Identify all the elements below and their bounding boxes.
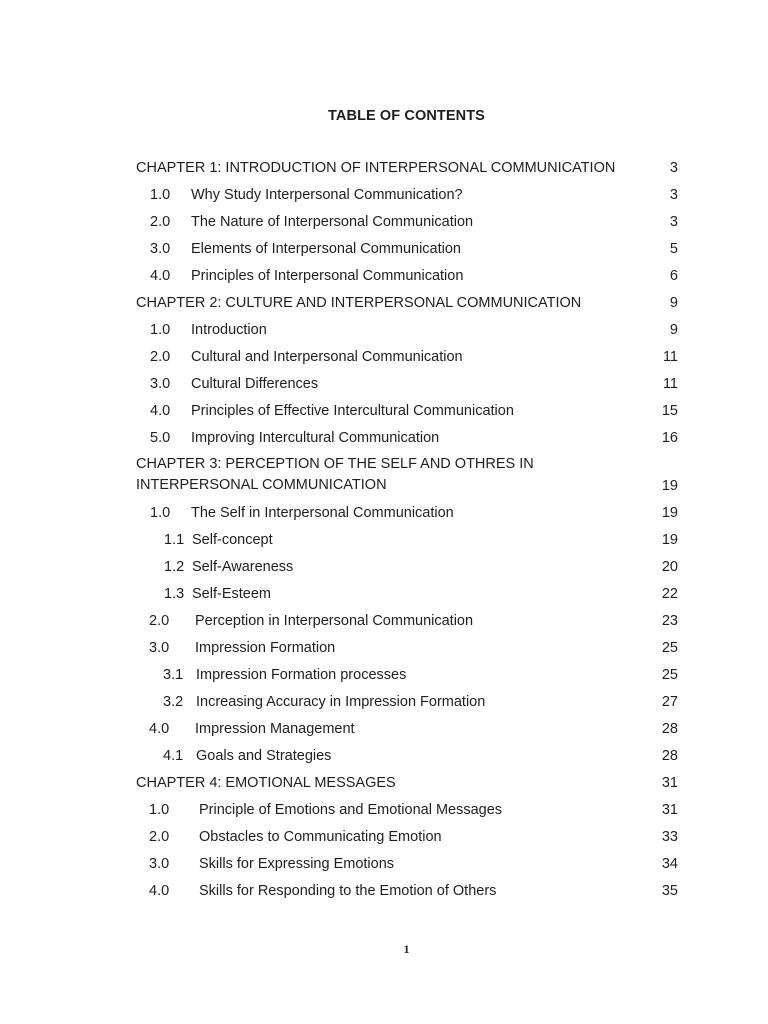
toc-entry-title: Introduction xyxy=(191,322,267,338)
toc-entry-number: 1.0 xyxy=(150,187,171,203)
toc-entry-title: Self-concept xyxy=(192,532,273,548)
toc-entry-title: Improving Intercultural Communication xyxy=(191,430,440,446)
toc-entry-page: 9 xyxy=(669,295,678,311)
toc-entry-number: 2.0 xyxy=(150,349,171,365)
toc-entry-number: 1.1 xyxy=(164,532,185,548)
toc-entry-title: Perception in Interpersonal Communication xyxy=(195,613,474,629)
toc-subsection[interactable] xyxy=(136,583,678,610)
toc-subsection[interactable] xyxy=(136,556,678,583)
toc-entry-page: 15 xyxy=(661,403,678,419)
toc-entry-number: 1.0 xyxy=(150,322,171,338)
toc-entry-page: 11 xyxy=(662,349,678,365)
toc-entry-title: CHAPTER 1: INTRODUCTION OF INTERPERSONAL COMMUNICATION xyxy=(136,160,616,176)
toc-entry-number: 3.0 xyxy=(149,856,170,872)
page-number: 1 xyxy=(403,942,410,956)
toc-entry-page: 34 xyxy=(661,856,678,872)
toc-entry-page: 3 xyxy=(669,187,678,203)
toc-section[interactable] xyxy=(136,400,678,427)
toc-section[interactable] xyxy=(136,184,678,211)
toc-section[interactable] xyxy=(136,610,678,637)
toc-entry-page: 35 xyxy=(661,883,678,899)
table-of-contents xyxy=(136,157,678,907)
toc-entry-page: 19 xyxy=(661,532,678,548)
toc-entry-title: Principle of Emotions and Emotional Messages xyxy=(199,802,503,818)
toc-entry-number: 1.0 xyxy=(149,802,170,818)
toc-section[interactable] xyxy=(136,346,678,373)
toc-entry-page: 25 xyxy=(661,667,678,683)
toc-entry-number: 3.0 xyxy=(149,640,170,656)
toc-chapter[interactable] xyxy=(136,772,678,799)
toc-entry-number: 2.0 xyxy=(150,214,171,230)
toc-entry-number: 3.2 xyxy=(163,694,184,710)
toc-entry-page: 3 xyxy=(669,214,678,230)
toc-section[interactable] xyxy=(136,265,678,292)
toc-entry-page: 16 xyxy=(661,430,678,446)
toc-subsection[interactable] xyxy=(136,529,678,556)
toc-entry-title: Impression Formation processes xyxy=(196,667,407,683)
toc-entry-title: Increasing Accuracy in Impression Formation xyxy=(196,694,486,710)
toc-chapter[interactable] xyxy=(136,157,678,184)
toc-entry-page: 6 xyxy=(669,268,678,284)
toc-entry-number: 4.0 xyxy=(149,721,170,737)
toc-entry-title: The Nature of Interpersonal Communication xyxy=(191,214,474,230)
toc-entry-number: 3.1 xyxy=(163,667,184,683)
toc-chapter[interactable] xyxy=(136,292,678,319)
toc-entry-page: 25 xyxy=(661,640,678,656)
toc-section[interactable] xyxy=(136,502,678,529)
toc-entry-number: 3.0 xyxy=(150,376,171,392)
toc-section[interactable] xyxy=(136,319,678,346)
toc-subsection[interactable] xyxy=(136,745,678,772)
toc-entry-title: Skills for Expressing Emotions xyxy=(199,856,395,872)
toc-section[interactable] xyxy=(136,427,678,454)
toc-entry-title: Skills for Responding to the Emotion of Others xyxy=(199,883,497,899)
toc-section[interactable] xyxy=(136,853,678,880)
toc-entry-page: 19 xyxy=(661,478,678,494)
toc-entry-title: Cultural and Interpersonal Communication xyxy=(191,349,463,365)
toc-entry-number: 1.0 xyxy=(150,505,171,521)
toc-entry-page: 33 xyxy=(661,829,678,845)
toc-entry-number: 5.0 xyxy=(150,430,171,446)
toc-subsection[interactable] xyxy=(136,664,678,691)
toc-entry-page: 11 xyxy=(662,376,678,392)
toc-section[interactable] xyxy=(136,373,678,400)
toc-entry-page: 5 xyxy=(669,241,678,257)
toc-entry-title: Impression Management xyxy=(195,721,355,737)
toc-entry-title: Self-Esteem xyxy=(192,586,271,602)
toc-entry-title: CHAPTER 2: CULTURE AND INTERPERSONAL COMMUNICATION xyxy=(136,295,582,311)
toc-entry-title: Impression Formation xyxy=(195,640,336,656)
toc-entry-number: 4.0 xyxy=(150,268,171,284)
toc-section[interactable] xyxy=(136,637,678,664)
toc-entry-page: 31 xyxy=(661,775,678,791)
page-title: TABLE OF CONTENTS xyxy=(328,108,485,124)
toc-entry-title: CHAPTER 4: EMOTIONAL MESSAGES xyxy=(136,775,396,791)
toc-entry-number: 2.0 xyxy=(149,613,170,629)
toc-section[interactable] xyxy=(136,799,678,826)
toc-entry-page: 31 xyxy=(661,802,678,818)
toc-section[interactable] xyxy=(136,211,678,238)
toc-entry-page: 19 xyxy=(661,505,678,521)
toc-entry-title: The Self in Interpersonal Communication xyxy=(191,505,454,521)
toc-entry-title: Elements of Interpersonal Communication xyxy=(191,241,461,257)
toc-entry-page: 23 xyxy=(661,613,678,629)
toc-entry-number: 2.0 xyxy=(149,829,170,845)
toc-section[interactable] xyxy=(136,718,678,745)
toc-entry-title: Principles of Effective Intercultural Communication xyxy=(191,403,514,419)
toc-entry-title: Obstacles to Communicating Emotion xyxy=(199,829,442,845)
toc-entry-page: 9 xyxy=(669,322,678,338)
toc-entry-title: Cultural Differences xyxy=(191,376,319,392)
toc-entry-number: 4.0 xyxy=(150,403,171,419)
toc-entry-number: 4.0 xyxy=(149,883,170,899)
toc-entry-number: 1.3 xyxy=(164,586,185,602)
toc-entry-title: CHAPTER 3: PERCEPTION OF THE SELF AND OTHRES IN INTERPERSONAL COMMUNICATION xyxy=(136,456,534,493)
toc-entry-page: 22 xyxy=(661,586,678,602)
toc-subsection[interactable] xyxy=(136,691,678,718)
toc-entry-page: 20 xyxy=(661,559,678,575)
toc-section[interactable] xyxy=(136,826,678,853)
toc-entry-page: 3 xyxy=(669,160,678,176)
toc-entry-title: Goals and Strategies xyxy=(196,748,332,764)
toc-section[interactable] xyxy=(136,238,678,265)
toc-entry-number: 1.2 xyxy=(164,559,185,575)
toc-entry-number: 4.1 xyxy=(163,748,184,764)
toc-chapter[interactable] xyxy=(136,454,678,502)
toc-entry-number: 3.0 xyxy=(150,241,171,257)
toc-section[interactable] xyxy=(136,880,678,907)
toc-entry-page: 28 xyxy=(661,748,678,764)
toc-entry-title: Self-Awareness xyxy=(192,559,294,575)
toc-entry-title: Principles of Interpersonal Communication xyxy=(191,268,464,284)
toc-entry-page: 27 xyxy=(661,694,678,710)
toc-entry-title: Why Study Interpersonal Communication? xyxy=(191,187,463,203)
toc-entry-page: 28 xyxy=(661,721,678,737)
